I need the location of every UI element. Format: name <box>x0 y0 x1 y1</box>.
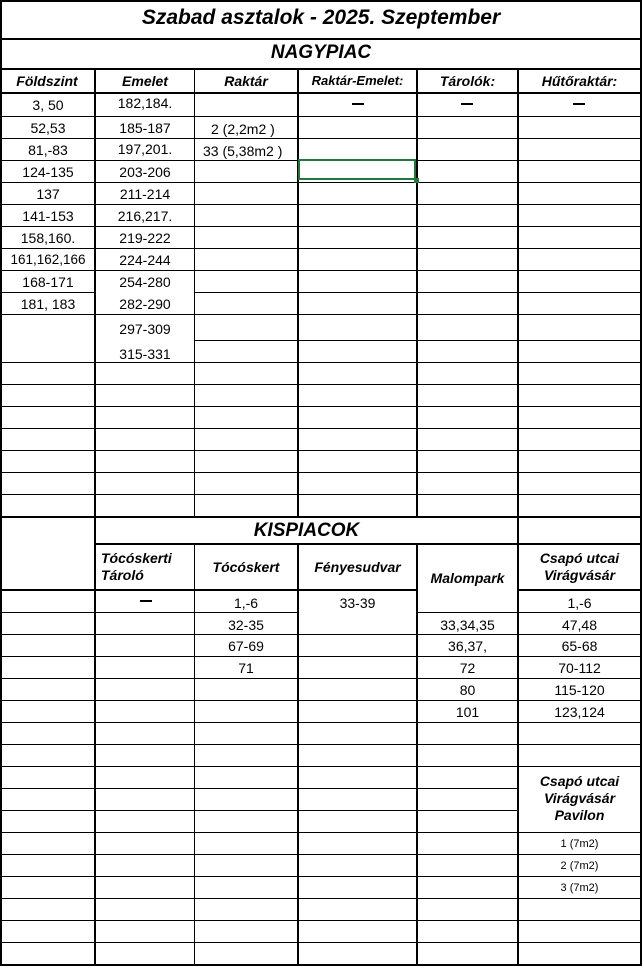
raktar-cell[interactable]: 33 (5,38m2 ) <box>203 143 283 159</box>
header-csapo[interactable]: Csapó utcai Virágvásár <box>539 550 620 583</box>
malompark-cell[interactable]: 72 <box>459 660 476 676</box>
foldszint-cell[interactable]: 168-171 <box>22 274 74 290</box>
tocoskert-cell[interactable]: 32-35 <box>228 617 264 633</box>
csapo-cell[interactable]: 115-120 <box>554 682 605 698</box>
header-raktar-emelet[interactable]: Raktár-Emelet: <box>311 73 404 88</box>
emelet-cell[interactable]: 315-331 <box>119 346 171 362</box>
header-tocoskerti-tarolo[interactable]: Tócóskerti Tároló <box>101 550 172 583</box>
foldszint-cell[interactable]: 141-153 <box>22 208 74 224</box>
emelet-cell[interactable]: 203-206 <box>119 164 171 180</box>
emelet-cell[interactable]: 197,201. <box>117 141 173 157</box>
pavilon-cell[interactable]: 3 (7m2) <box>560 882 599 894</box>
emelet-cell[interactable]: 219-222 <box>119 230 171 246</box>
malompark-cell[interactable]: 33,34,35 <box>440 617 495 633</box>
tocoskert-cell[interactable]: 71 <box>238 660 254 676</box>
foldszint-cell[interactable]: 158,160. <box>20 230 76 246</box>
pavilon-cell[interactable]: 1 (7m2) <box>560 838 599 850</box>
emelet-cell[interactable]: 216,217. <box>117 208 173 224</box>
emelet-cell[interactable]: 211-214 <box>119 186 171 202</box>
header-hutoraktar[interactable]: Hűtőraktár: <box>541 73 618 89</box>
raktar-emelet-dash <box>352 103 364 105</box>
emelet-cell[interactable]: 297-309 <box>119 321 171 337</box>
sheet-title: Szabad asztalok - 2025. Szeptember <box>141 6 501 29</box>
header-emelet[interactable]: Emelet <box>122 73 168 89</box>
foldszint-cell[interactable]: 181, 183 <box>20 296 76 312</box>
csapo-cell[interactable]: 70-112 <box>558 660 601 676</box>
header-raktar[interactable]: Raktár <box>224 73 268 89</box>
header-foldszint[interactable]: Földszint <box>16 73 78 89</box>
emelet-cell[interactable]: 224-244 <box>119 252 171 268</box>
pavilon-cell[interactable]: 2 (7m2) <box>560 860 599 872</box>
foldszint-cell[interactable]: 81,-83 <box>28 142 68 158</box>
selected-cell[interactable] <box>298 159 416 180</box>
csapo-cell[interactable]: 65-68 <box>561 638 598 654</box>
emelet-cell[interactable]: 185-187 <box>119 120 171 136</box>
csapo-cell[interactable]: 1,-6 <box>567 595 592 611</box>
header-pavilon[interactable]: Csapó utcai Virágvásár Pavilon <box>539 773 620 823</box>
foldszint-cell[interactable]: 161,162,166 <box>10 252 86 267</box>
emelet-cell[interactable]: 182,184. <box>117 95 173 111</box>
kispiacok-heading: KISPIACOK <box>253 520 360 541</box>
malompark-cell[interactable]: 36,37, <box>448 638 487 654</box>
header-malompark[interactable]: Malompark <box>430 570 505 586</box>
malompark-cell[interactable]: 101 <box>455 704 480 720</box>
raktar-cell[interactable]: 2 (2,2m2 ) <box>211 121 275 137</box>
foldszint-cell[interactable]: 137 <box>36 186 60 202</box>
header-fenyesudvar[interactable]: Fényesudvar <box>314 559 401 575</box>
malompark-cell[interactable]: 80 <box>459 682 476 698</box>
foldszint-cell[interactable]: 52,53 <box>30 120 66 136</box>
nagypiac-heading: NAGYPIAC <box>270 42 372 63</box>
tarolok-dash <box>461 103 473 105</box>
header-tocoskert[interactable]: Tócóskert <box>212 559 280 575</box>
foldszint-cell[interactable]: 3, 50 <box>32 97 64 113</box>
emelet-cell[interactable]: 254-280 <box>119 274 171 290</box>
tocoskerti-tarolo-dash <box>140 600 152 602</box>
tocoskert-cell[interactable]: 1,-6 <box>233 595 259 611</box>
emelet-cell[interactable]: 282-290 <box>119 296 171 312</box>
fenyesudvar-cell[interactable]: 33-39 <box>339 595 376 611</box>
header-tarolok[interactable]: Tárolók: <box>439 73 496 89</box>
csapo-cell[interactable]: 123,124 <box>554 704 605 720</box>
fill-handle[interactable] <box>414 178 419 183</box>
foldszint-cell[interactable]: 124-135 <box>22 164 74 180</box>
csapo-cell[interactable]: 47,48 <box>561 617 598 633</box>
tocoskert-cell[interactable]: 67-69 <box>228 638 264 654</box>
hutoraktar-dash <box>573 103 585 105</box>
